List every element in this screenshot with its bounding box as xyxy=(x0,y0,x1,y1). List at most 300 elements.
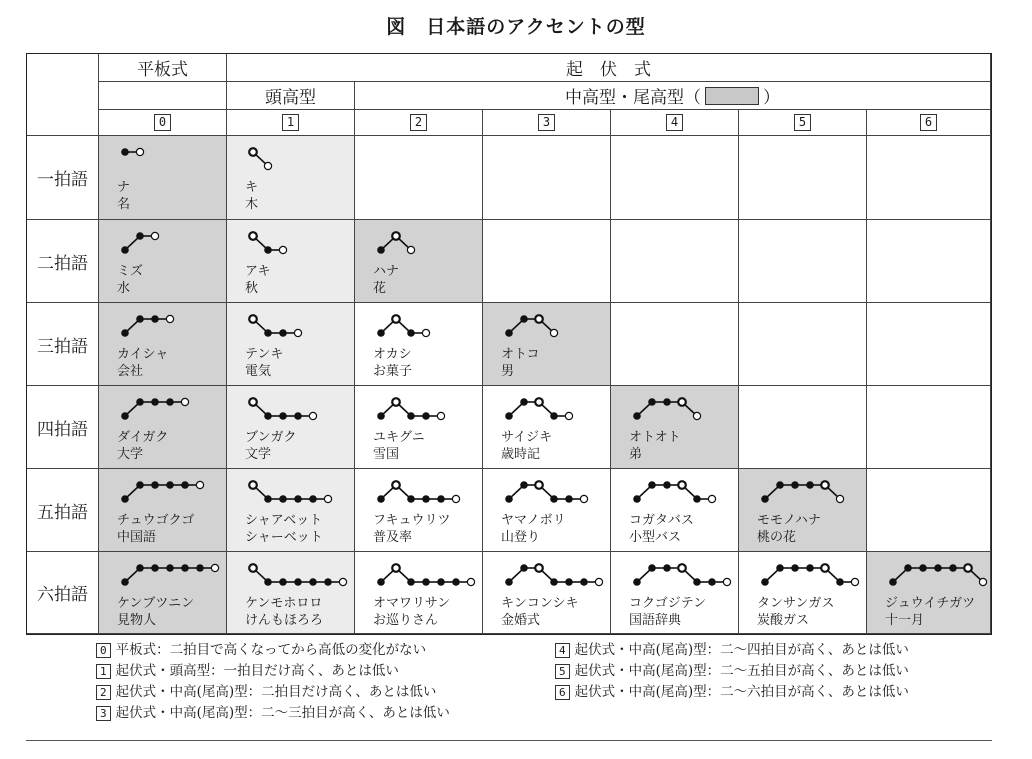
accent-cell xyxy=(611,303,739,386)
accent-cell xyxy=(739,136,867,220)
mora-dot xyxy=(693,495,701,503)
corner-cell xyxy=(27,54,99,136)
word-kanji: 桃の花 xyxy=(757,530,797,545)
accent-cell xyxy=(867,136,991,220)
accent-cell xyxy=(739,469,867,552)
note-number: 0 xyxy=(96,643,111,658)
particle-dot xyxy=(452,495,459,502)
accent-kernel-dot xyxy=(535,564,543,572)
particle-dot xyxy=(723,578,730,585)
particle-dot xyxy=(437,412,444,419)
note-line xyxy=(96,640,450,661)
particle-dot xyxy=(979,578,986,585)
pattern-number-6 xyxy=(867,110,991,136)
note-line xyxy=(555,640,909,661)
accent-cell xyxy=(99,386,227,469)
accent-kernel-dot xyxy=(249,564,257,572)
pitch-pattern xyxy=(117,477,227,507)
mora-dot xyxy=(151,564,159,572)
accent-cell xyxy=(867,552,991,634)
pitch-pattern xyxy=(245,144,295,174)
mora-dot xyxy=(294,412,302,420)
accent-cell xyxy=(611,136,739,220)
note-number: 2 xyxy=(96,685,111,700)
mora-dot xyxy=(121,148,129,156)
mora-dot xyxy=(136,232,144,240)
accent-kernel-dot xyxy=(392,481,400,489)
word-kanji: 見物人 xyxy=(117,613,157,628)
pattern-number-label: 3 xyxy=(538,114,555,131)
particle-dot xyxy=(166,315,173,322)
mora-dot xyxy=(309,578,317,586)
mora-dot xyxy=(693,578,701,586)
note-number: 5 xyxy=(555,664,570,679)
note-text: 起伏式・中高(尾高)型：二〜四拍目が高く、あとは低い xyxy=(574,642,909,658)
word-kana: ヤマノボリ xyxy=(501,513,566,528)
mora-dot xyxy=(377,246,385,254)
mora-dot xyxy=(121,495,129,503)
word-kanji: 水 xyxy=(117,281,131,296)
particle-dot xyxy=(264,162,271,169)
mora-dot xyxy=(452,578,460,586)
mora-dot xyxy=(181,564,189,572)
word-kana: キンコンシキ xyxy=(501,596,579,611)
mora-dot xyxy=(136,564,144,572)
accent-cell xyxy=(227,136,355,220)
accent-kernel-dot xyxy=(678,398,686,406)
mora-dot xyxy=(934,564,942,572)
bottom-rule xyxy=(26,740,992,741)
accent-cell xyxy=(739,386,867,469)
accent-cell xyxy=(611,220,739,303)
pattern-number-5 xyxy=(739,110,867,136)
particle-dot xyxy=(294,329,301,336)
note-number: 1 xyxy=(96,664,111,679)
word-kana: オトオト xyxy=(629,430,681,445)
pitch-pattern xyxy=(245,311,325,341)
mora-dot xyxy=(407,578,415,586)
particle-dot xyxy=(151,232,158,239)
notes-left xyxy=(96,640,450,724)
word-kana: コクゴジテン xyxy=(629,596,707,611)
word-kanji: 会社 xyxy=(117,364,144,379)
accent-kernel-dot xyxy=(678,481,686,489)
note-text: 起伏式・中高(尾高)型：二〜六拍目が高く、あとは低い xyxy=(574,684,909,700)
word-kana: ジュウイチガツ xyxy=(885,596,976,611)
row-label: 二拍語 xyxy=(27,220,99,303)
word-kanji: 男 xyxy=(501,364,515,379)
row-label: 四拍語 xyxy=(27,386,99,469)
legend-swatch xyxy=(705,87,759,105)
nakadaka-label: 中高型・尾高型（ xyxy=(565,88,701,108)
accent-cell xyxy=(739,220,867,303)
mora-dot xyxy=(294,495,302,503)
accent-cell xyxy=(227,386,355,469)
particle-dot xyxy=(339,578,346,585)
pattern-number-1 xyxy=(227,110,355,136)
header-nakadaka xyxy=(355,82,991,110)
pattern-number-4 xyxy=(611,110,739,136)
mora-dot xyxy=(520,564,528,572)
pitch-pattern xyxy=(117,394,212,424)
pattern-number-label: 6 xyxy=(920,114,937,131)
word-kanji: 大学 xyxy=(117,447,144,462)
mora-dot xyxy=(422,412,430,420)
pitch-pattern xyxy=(245,228,310,258)
mora-dot xyxy=(407,329,415,337)
pattern-number-label: 4 xyxy=(666,114,683,131)
accent-kernel-dot xyxy=(249,315,257,323)
mora-dot xyxy=(565,578,573,586)
particle-dot xyxy=(279,246,286,253)
mora-dot xyxy=(324,578,332,586)
mora-dot xyxy=(151,315,159,323)
accent-kernel-dot xyxy=(535,398,543,406)
mora-dot xyxy=(776,481,784,489)
mora-dot xyxy=(708,578,716,586)
word-kanji: 普及率 xyxy=(373,530,413,545)
accent-cell xyxy=(739,552,867,634)
accent-cell xyxy=(99,136,227,220)
accent-cell xyxy=(867,386,991,469)
mora-dot xyxy=(264,412,272,420)
word-kana: ユキグニ xyxy=(373,430,425,445)
header-kifuku: 起 伏 式 xyxy=(227,54,991,82)
pitch-pattern xyxy=(245,394,340,424)
pitch-pattern xyxy=(373,228,438,258)
word-kanji: 炭酸ガス xyxy=(757,613,810,628)
accent-kernel-dot xyxy=(392,564,400,572)
mora-dot xyxy=(166,398,174,406)
mora-dot xyxy=(663,398,671,406)
row-label: 六拍語 xyxy=(27,552,99,634)
mora-dot xyxy=(279,578,287,586)
word-kana: オトコ xyxy=(501,347,540,362)
header-atamadaka: 頭高型 xyxy=(227,82,355,110)
word-kanji: 小型バス xyxy=(629,530,682,545)
word-kana: タンサンガス xyxy=(757,596,835,611)
word-kana: モモノハナ xyxy=(757,513,821,528)
pitch-pattern xyxy=(757,560,882,590)
accent-cell xyxy=(355,552,483,634)
accent-cell xyxy=(227,303,355,386)
particle-dot xyxy=(836,495,843,502)
accent-cell xyxy=(483,386,611,469)
word-kana: ナ xyxy=(117,180,131,195)
word-kanji: 歳時記 xyxy=(501,447,541,462)
accent-cell xyxy=(99,303,227,386)
accent-cell xyxy=(227,552,355,634)
word-kanji: 電気 xyxy=(245,364,272,379)
particle-dot xyxy=(211,564,218,571)
mora-dot xyxy=(761,578,769,586)
mora-dot xyxy=(550,578,558,586)
accent-kernel-dot xyxy=(249,398,257,406)
particle-dot xyxy=(136,148,143,155)
mora-dot xyxy=(166,564,174,572)
mora-dot xyxy=(166,481,174,489)
note-text: 起伏式・中高(尾高)型：二拍目だけ高く、あとは低い xyxy=(115,684,437,700)
mora-dot xyxy=(889,578,897,586)
pattern-number-label: 0 xyxy=(154,114,171,131)
accent-cell xyxy=(355,386,483,469)
pitch-pattern xyxy=(501,560,626,590)
pattern-number-2 xyxy=(355,110,483,136)
header-heiban: 平板式 xyxy=(99,54,227,82)
pitch-pattern xyxy=(373,394,468,424)
pitch-pattern xyxy=(117,144,167,174)
pitch-pattern xyxy=(757,477,867,507)
mora-dot xyxy=(505,578,513,586)
mora-dot xyxy=(505,329,513,337)
pitch-pattern xyxy=(117,560,242,590)
pitch-pattern xyxy=(373,311,453,341)
particle-dot xyxy=(580,495,587,502)
word-kanji: 木 xyxy=(245,197,259,212)
word-kanji: お巡りさん xyxy=(373,613,439,628)
note-text: 起伏式・中高(尾高)型：二〜三拍目が高く、あとは低い xyxy=(115,705,450,721)
mora-dot xyxy=(648,398,656,406)
word-kana: キ xyxy=(245,180,259,195)
mora-dot xyxy=(791,481,799,489)
row-label: 五拍語 xyxy=(27,469,99,552)
accent-cell xyxy=(99,469,227,552)
word-kana: テンキ xyxy=(245,347,284,362)
accent-cell xyxy=(227,220,355,303)
particle-dot xyxy=(693,412,700,419)
header-heiban-blank xyxy=(99,82,227,110)
accent-kernel-dot xyxy=(964,564,972,572)
accent-kernel-dot xyxy=(392,398,400,406)
word-kana: アキ xyxy=(245,264,271,279)
accent-table xyxy=(26,53,992,635)
accent-kernel-dot xyxy=(249,481,257,489)
word-kana: ハナ xyxy=(373,264,400,279)
mora-dot xyxy=(121,246,129,254)
accent-cell xyxy=(611,386,739,469)
pitch-pattern xyxy=(117,311,197,341)
note-line xyxy=(96,682,450,703)
particle-dot xyxy=(196,481,203,488)
mora-dot xyxy=(633,412,641,420)
accent-cell xyxy=(99,220,227,303)
note-line xyxy=(555,661,909,682)
mora-dot xyxy=(836,578,844,586)
mora-dot xyxy=(422,578,430,586)
mora-dot xyxy=(309,495,317,503)
mora-dot xyxy=(136,398,144,406)
mora-dot xyxy=(520,398,528,406)
word-kanji: 雪国 xyxy=(373,447,400,462)
accent-kernel-dot xyxy=(535,481,543,489)
note-line xyxy=(96,661,450,682)
mora-dot xyxy=(520,315,528,323)
mora-dot xyxy=(580,578,588,586)
pitch-pattern xyxy=(501,477,611,507)
particle-dot xyxy=(324,495,331,502)
accent-cell xyxy=(227,469,355,552)
mora-dot xyxy=(264,246,272,254)
figure-title: 図 日本語のアクセントの型 xyxy=(386,16,646,38)
mora-dot xyxy=(806,564,814,572)
mora-dot xyxy=(633,495,641,503)
accent-kernel-dot xyxy=(678,564,686,572)
row-label: 一拍語 xyxy=(27,136,99,220)
pitch-pattern xyxy=(629,560,754,590)
nakadaka-close: ） xyxy=(763,88,780,108)
accent-cell xyxy=(867,469,991,552)
word-kana: チュウゴクゴ xyxy=(117,513,195,528)
mora-dot xyxy=(761,495,769,503)
word-kanji: お菓子 xyxy=(373,364,413,379)
mora-dot xyxy=(437,495,445,503)
accent-cell xyxy=(355,303,483,386)
accent-cell xyxy=(867,220,991,303)
mora-dot xyxy=(181,481,189,489)
accent-kernel-dot xyxy=(821,564,829,572)
pitch-pattern xyxy=(245,477,355,507)
mora-dot xyxy=(377,578,385,586)
accent-kernel-dot xyxy=(392,315,400,323)
mora-dot xyxy=(505,495,513,503)
mora-dot xyxy=(520,481,528,489)
mora-dot xyxy=(550,412,558,420)
mora-dot xyxy=(279,412,287,420)
accent-kernel-dot xyxy=(535,315,543,323)
word-kana: シャアベット xyxy=(245,513,323,528)
note-number: 4 xyxy=(555,643,570,658)
word-kanji: 山登り xyxy=(501,530,541,545)
mora-dot xyxy=(791,564,799,572)
particle-dot xyxy=(181,398,188,405)
mora-dot xyxy=(407,412,415,420)
particle-dot xyxy=(851,578,858,585)
word-kanji: 弟 xyxy=(629,447,643,462)
mora-dot xyxy=(294,578,302,586)
mora-dot xyxy=(422,495,430,503)
word-kana: ケンモホロロ xyxy=(245,596,323,611)
accent-kernel-dot xyxy=(249,232,257,240)
pitch-pattern xyxy=(885,560,1010,590)
pattern-number-3 xyxy=(483,110,611,136)
note-text: 起伏式・中高(尾高)型：二〜五拍目が高く、あとは低い xyxy=(574,663,909,679)
accent-cell xyxy=(483,552,611,634)
mora-dot xyxy=(550,495,558,503)
particle-dot xyxy=(467,578,474,585)
word-kanji: 花 xyxy=(373,281,387,296)
word-kana: オマワリサン xyxy=(373,596,451,611)
pattern-number-0 xyxy=(99,110,227,136)
mora-dot xyxy=(776,564,784,572)
pitch-pattern xyxy=(117,228,182,258)
word-kanji: シャーベット xyxy=(245,530,323,545)
mora-dot xyxy=(136,315,144,323)
particle-dot xyxy=(595,578,602,585)
accent-cell xyxy=(611,552,739,634)
particle-dot xyxy=(422,329,429,336)
accent-cell xyxy=(483,220,611,303)
mora-dot xyxy=(136,481,144,489)
mora-dot xyxy=(279,329,287,337)
word-kana: コガタバス xyxy=(629,513,694,528)
word-kanji: 国語辞典 xyxy=(629,613,682,628)
accent-cell xyxy=(355,220,483,303)
word-kana: ミズ xyxy=(117,264,144,279)
word-kanji: 中国語 xyxy=(117,530,157,545)
mora-dot xyxy=(949,564,957,572)
mora-dot xyxy=(633,578,641,586)
mora-dot xyxy=(919,564,927,572)
particle-dot xyxy=(550,329,557,336)
note-number: 3 xyxy=(96,706,111,721)
pitch-pattern xyxy=(629,477,739,507)
mora-dot xyxy=(806,481,814,489)
accent-cell xyxy=(867,303,991,386)
mora-dot xyxy=(264,578,272,586)
word-kana: ケンブツニン xyxy=(117,596,195,611)
accent-cell xyxy=(99,552,227,634)
accent-cell xyxy=(483,136,611,220)
pattern-number-label: 5 xyxy=(794,114,811,131)
mora-dot xyxy=(151,398,159,406)
accent-cell xyxy=(355,136,483,220)
pitch-pattern xyxy=(501,311,581,341)
mora-dot xyxy=(663,564,671,572)
particle-dot xyxy=(565,412,572,419)
mora-dot xyxy=(279,495,287,503)
accent-kernel-dot xyxy=(249,148,257,156)
notes-right xyxy=(555,640,909,703)
mora-dot xyxy=(377,412,385,420)
accent-cell xyxy=(611,469,739,552)
mora-dot xyxy=(377,495,385,503)
word-kanji: 金婚式 xyxy=(501,613,541,628)
pattern-number-label: 2 xyxy=(410,114,427,131)
word-kana: カイシャ xyxy=(117,347,169,362)
note-number: 6 xyxy=(555,685,570,700)
mora-dot xyxy=(377,329,385,337)
word-kanji: 文学 xyxy=(245,447,272,462)
mora-dot xyxy=(663,481,671,489)
mora-dot xyxy=(565,495,573,503)
pitch-pattern xyxy=(629,394,724,424)
mora-dot xyxy=(648,481,656,489)
accent-cell xyxy=(483,303,611,386)
mora-dot xyxy=(264,329,272,337)
particle-dot xyxy=(708,495,715,502)
note-text: 起伏式・頭高型：一拍目だけ高く、あとは低い xyxy=(115,663,399,679)
word-kana: フキュウリツ xyxy=(373,513,451,528)
particle-dot xyxy=(407,246,414,253)
word-kana: ダイガク xyxy=(117,430,169,445)
word-kanji: 十一月 xyxy=(885,613,925,628)
mora-dot xyxy=(121,329,129,337)
mora-dot xyxy=(121,412,129,420)
mora-dot xyxy=(407,495,415,503)
pitch-pattern xyxy=(501,394,596,424)
mora-dot xyxy=(505,412,513,420)
word-kanji: 秋 xyxy=(245,281,259,296)
note-line xyxy=(555,682,909,703)
pitch-pattern xyxy=(373,477,483,507)
mora-dot xyxy=(264,495,272,503)
pattern-number-label: 1 xyxy=(282,114,299,131)
accent-kernel-dot xyxy=(392,232,400,240)
particle-dot xyxy=(309,412,316,419)
mora-dot xyxy=(437,578,445,586)
pitch-pattern xyxy=(373,560,498,590)
word-kanji: 名 xyxy=(117,197,131,212)
